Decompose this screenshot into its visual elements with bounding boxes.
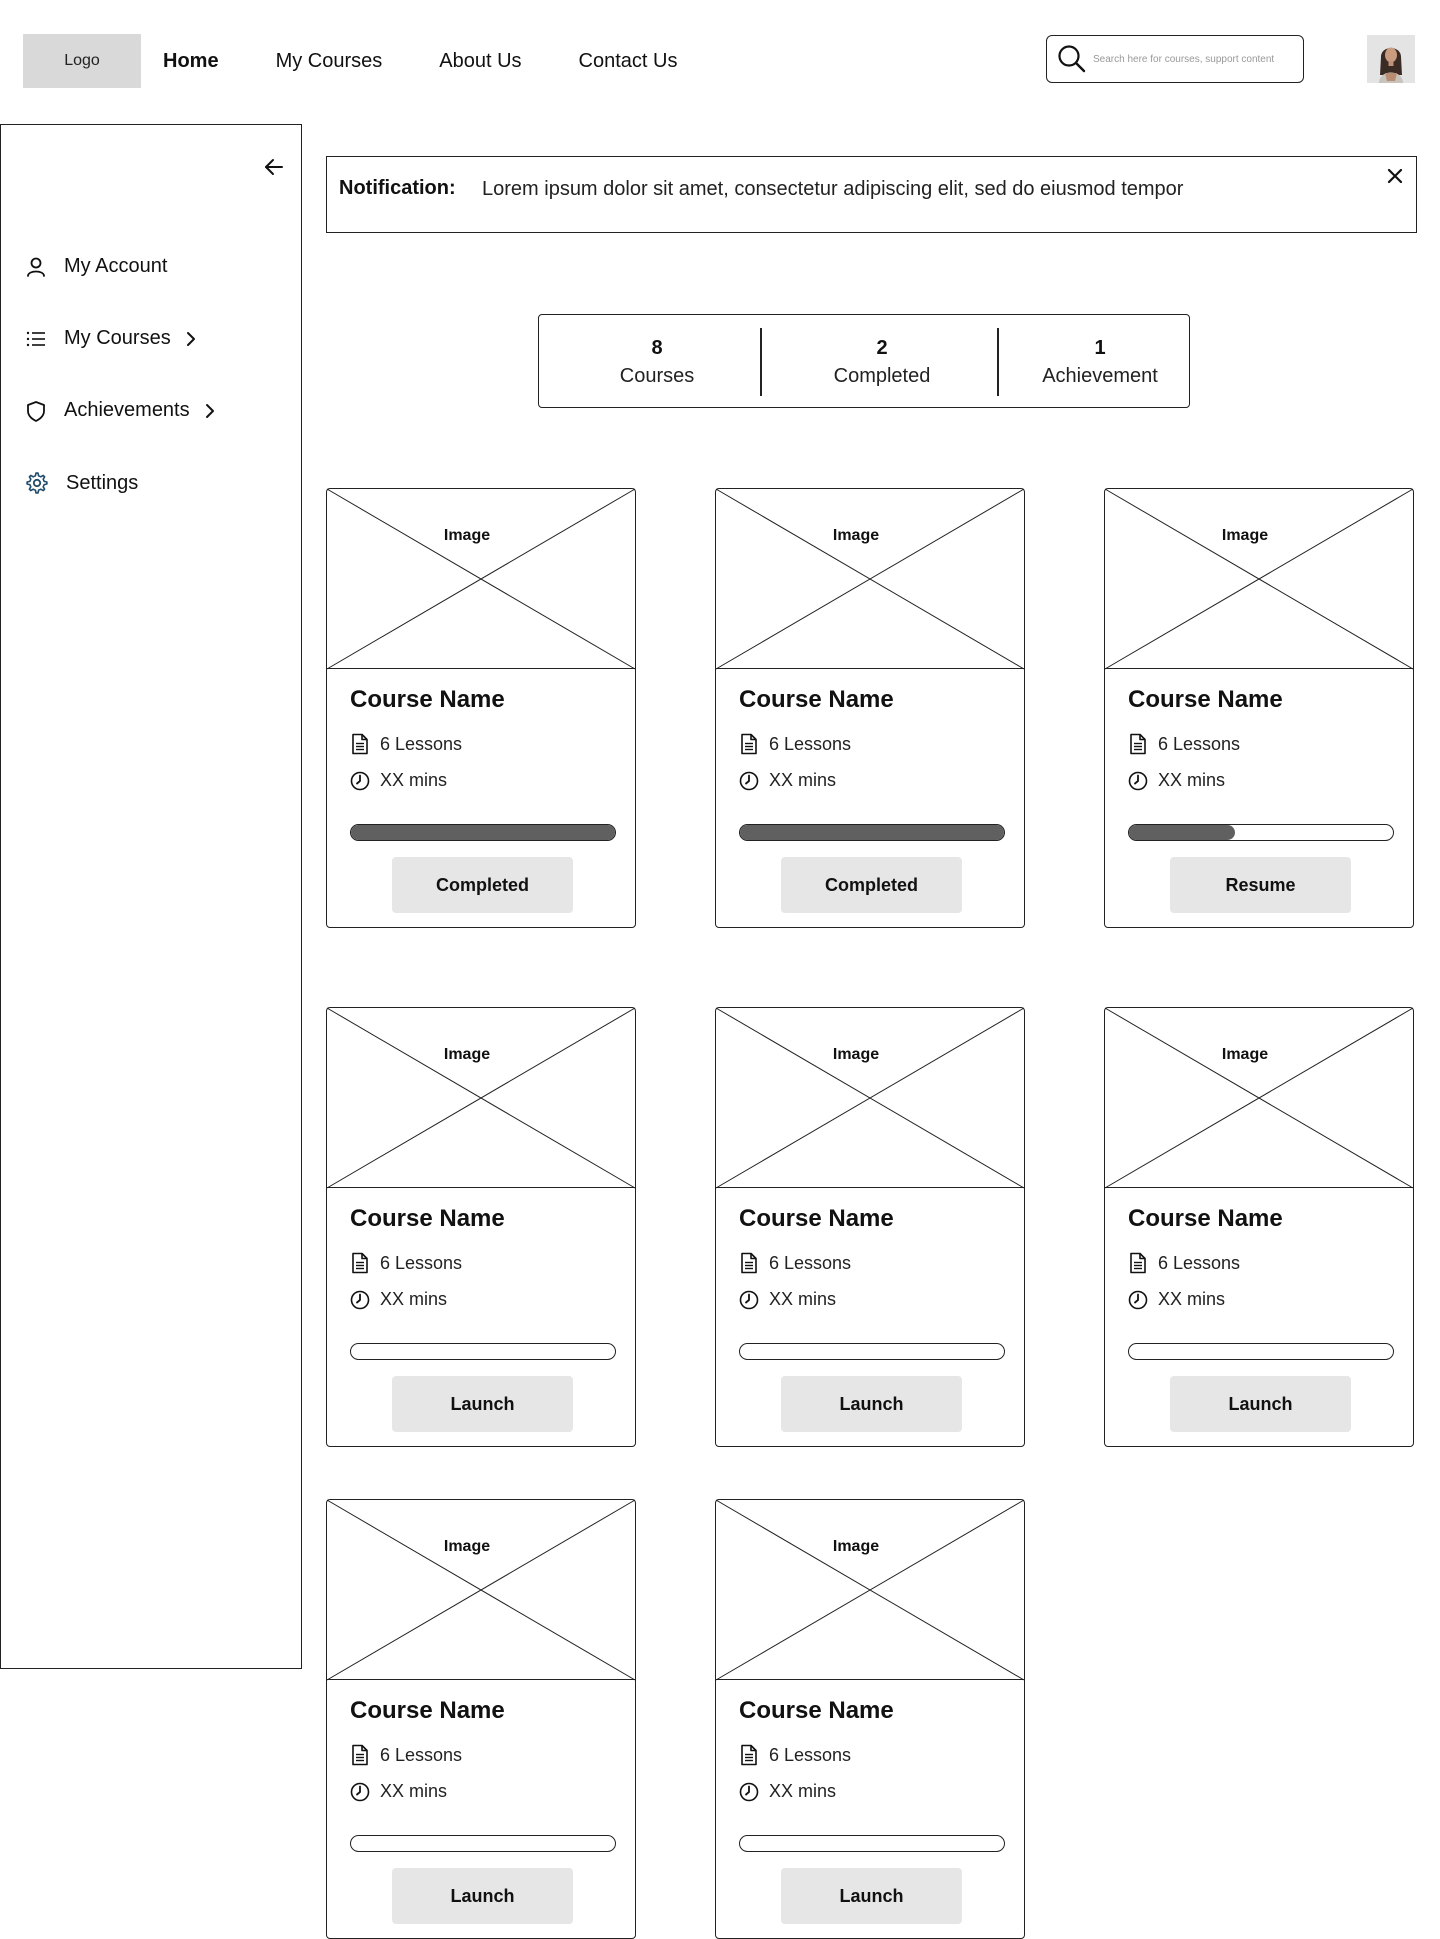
sidebar-item-achievements[interactable]: [25, 399, 216, 422]
document-icon: [739, 1252, 759, 1274]
sidebar-item-my-courses[interactable]: [25, 327, 197, 350]
image-placeholder-icon: [327, 1500, 635, 1680]
course-lessons: [1128, 733, 1240, 755]
sidebar-item-settings[interactable]: [25, 471, 138, 495]
document-icon: [350, 1252, 370, 1274]
stats-summary: [538, 314, 1190, 408]
sidebar: [0, 124, 302, 1669]
stat-achievement: [1027, 335, 1173, 391]
image-placeholder-icon: [327, 1008, 635, 1188]
course-image-placeholder: [1105, 1008, 1413, 1188]
document-icon: [739, 1744, 759, 1766]
nav-contact-us[interactable]: Contact Us: [578, 50, 678, 72]
document-icon: [1128, 1252, 1148, 1274]
image-label: Image: [1221, 1046, 1269, 1063]
clock-icon: [1128, 1290, 1148, 1310]
lessons-count: 6 Lessons: [1158, 1252, 1241, 1273]
avatar[interactable]: [1367, 35, 1415, 83]
duration-text: XX mins: [769, 1289, 837, 1309]
image-label: Image: [443, 1538, 491, 1555]
list-icon: [25, 328, 47, 350]
clock-icon: [739, 771, 759, 791]
course-card[interactable]: [1104, 1007, 1414, 1447]
sidebar-item-label: Achievements: [64, 399, 190, 421]
progress-bar: [1128, 824, 1394, 841]
nav-about-us[interactable]: About Us: [439, 50, 522, 72]
course-action-button[interactable]: Completed: [781, 857, 962, 913]
duration-text: XX mins: [1158, 770, 1226, 790]
image-placeholder-icon: [1105, 489, 1413, 669]
lessons-count: 6 Lessons: [380, 1744, 463, 1765]
image-label: Image: [443, 527, 491, 544]
duration-text: XX mins: [769, 1781, 837, 1801]
course-action-button[interactable]: Launch: [1170, 1376, 1351, 1432]
sidebar-item-label: Settings: [66, 471, 139, 494]
progress-bar: [739, 1343, 1005, 1360]
close-notification-button[interactable]: [1386, 167, 1404, 190]
search-icon: [1057, 44, 1087, 74]
lessons-count: 6 Lessons: [380, 1252, 463, 1273]
clock-icon: [739, 1290, 759, 1310]
document-icon: [1128, 733, 1148, 755]
clock-icon: [1128, 771, 1148, 791]
duration-text: XX mins: [380, 1781, 448, 1801]
search-input[interactable]: [1093, 54, 1293, 65]
course-lessons: [350, 1744, 462, 1766]
document-icon: [739, 733, 759, 755]
stat-courses: [607, 335, 707, 391]
image-label: Image: [1221, 527, 1269, 544]
course-card[interactable]: [715, 1007, 1025, 1447]
user-avatar-icon: [1367, 35, 1415, 83]
sidebar-item-label: My Courses: [64, 327, 171, 349]
document-icon: [350, 1744, 370, 1766]
image-placeholder-icon: [327, 489, 635, 669]
progress-bar: [350, 1343, 616, 1360]
clock-icon: [350, 1782, 370, 1802]
course-lessons: [350, 1252, 462, 1274]
shield-icon: [25, 400, 47, 422]
course-name: Course Name: [350, 1205, 505, 1232]
duration-text: XX mins: [380, 770, 448, 790]
image-label: Image: [443, 1046, 491, 1063]
image-placeholder-icon: [716, 1500, 1024, 1680]
nav-home[interactable]: Home: [163, 50, 219, 72]
course-duration: [739, 770, 836, 791]
duration-text: XX mins: [769, 770, 837, 790]
stat-label: Completed: [833, 365, 931, 387]
logo[interactable]: Logo: [23, 34, 141, 88]
course-duration: [350, 1781, 447, 1802]
course-action-button[interactable]: Resume: [1170, 857, 1351, 913]
course-card[interactable]: [326, 1499, 636, 1939]
lessons-count: 6 Lessons: [769, 1252, 852, 1273]
progress-bar: [739, 824, 1005, 841]
course-lessons: [350, 733, 462, 755]
clock-icon: [350, 771, 370, 791]
stat-value: 8: [651, 337, 663, 359]
stat-value: 1: [1094, 337, 1106, 359]
stat-label: Achievement: [1042, 365, 1158, 387]
lessons-count: 6 Lessons: [769, 733, 852, 754]
image-placeholder-icon: [1105, 1008, 1413, 1188]
course-duration: [350, 770, 447, 791]
course-action-button[interactable]: Launch: [392, 1376, 573, 1432]
course-card[interactable]: [326, 488, 636, 928]
sidebar-item-label: My Account: [64, 255, 168, 277]
arrow-left-icon: [264, 157, 284, 177]
stat-value: 2: [876, 337, 888, 359]
image-placeholder-icon: [716, 489, 1024, 669]
duration-text: XX mins: [1158, 1289, 1226, 1309]
image-label: Image: [832, 527, 880, 544]
nav-my-courses[interactable]: My Courses: [275, 50, 383, 72]
collapse-sidebar-button[interactable]: [264, 157, 284, 182]
progress-fill: [351, 825, 615, 840]
course-card[interactable]: [1104, 488, 1414, 928]
course-duration: [739, 1781, 836, 1802]
progress-bar: [1128, 1343, 1394, 1360]
image-placeholder-icon: [716, 1008, 1024, 1188]
course-name: Course Name: [739, 1205, 894, 1232]
progress-bar: [739, 1835, 1005, 1852]
course-image-placeholder: [327, 1500, 635, 1680]
course-duration: [1128, 770, 1225, 791]
course-image-placeholder: [716, 1008, 1024, 1188]
stat-completed: [817, 335, 947, 391]
image-label: Image: [832, 1046, 880, 1063]
course-card[interactable]: [715, 488, 1025, 928]
sidebar-item-my-account[interactable]: [25, 255, 167, 278]
course-name: Course Name: [739, 1697, 894, 1724]
course-name: Course Name: [350, 686, 505, 713]
course-action-button[interactable]: Launch: [392, 1868, 573, 1924]
course-name: Course Name: [739, 686, 894, 713]
course-name: Course Name: [350, 1697, 505, 1724]
course-action-button[interactable]: Launch: [781, 1376, 962, 1432]
course-action-button[interactable]: Completed: [392, 857, 573, 913]
gear-icon: [25, 471, 49, 495]
course-image-placeholder: [716, 489, 1024, 669]
course-card[interactable]: [326, 1007, 636, 1447]
course-image-placeholder: [327, 489, 635, 669]
course-duration: [350, 1289, 447, 1310]
course-name: Course Name: [1128, 686, 1283, 713]
notification-banner: [326, 156, 1417, 233]
course-action-button[interactable]: Launch: [781, 1868, 962, 1924]
stats-divider: [760, 328, 762, 396]
course-card[interactable]: [715, 1499, 1025, 1939]
course-lessons: [1128, 1252, 1240, 1274]
progress-bar: [350, 1835, 616, 1852]
search-box[interactable]: [1046, 35, 1304, 83]
progress-bar: [350, 824, 616, 841]
document-icon: [350, 733, 370, 755]
chevron-right-icon: [204, 403, 216, 419]
image-label: Image: [832, 1538, 880, 1555]
progress-fill: [740, 825, 1004, 840]
course-name: Course Name: [1128, 1205, 1283, 1232]
clock-icon: [739, 1782, 759, 1802]
progress-fill: [1129, 825, 1235, 840]
lessons-count: 6 Lessons: [769, 1744, 852, 1765]
stats-divider: [997, 328, 999, 396]
stat-label: Courses: [619, 365, 695, 387]
course-lessons: [739, 733, 851, 755]
lessons-count: 6 Lessons: [380, 733, 463, 754]
close-icon: [1386, 167, 1404, 185]
clock-icon: [350, 1290, 370, 1310]
lessons-count: 6 Lessons: [1158, 733, 1241, 754]
top-header: [0, 0, 1440, 120]
user-icon: [25, 256, 47, 278]
course-lessons: [739, 1744, 851, 1766]
notification-message: Lorem ipsum dolor sit amet, consectetur adipiscing elit, sed do eiusmod tempor: [482, 178, 1184, 200]
chevron-right-icon: [185, 331, 197, 347]
course-duration: [739, 1289, 836, 1310]
notification-title: Notification:: [339, 177, 456, 199]
duration-text: XX mins: [380, 1289, 448, 1309]
course-image-placeholder: [1105, 489, 1413, 669]
course-lessons: [739, 1252, 851, 1274]
course-duration: [1128, 1289, 1225, 1310]
main-nav: [163, 47, 734, 75]
course-image-placeholder: [327, 1008, 635, 1188]
course-image-placeholder: [716, 1500, 1024, 1680]
